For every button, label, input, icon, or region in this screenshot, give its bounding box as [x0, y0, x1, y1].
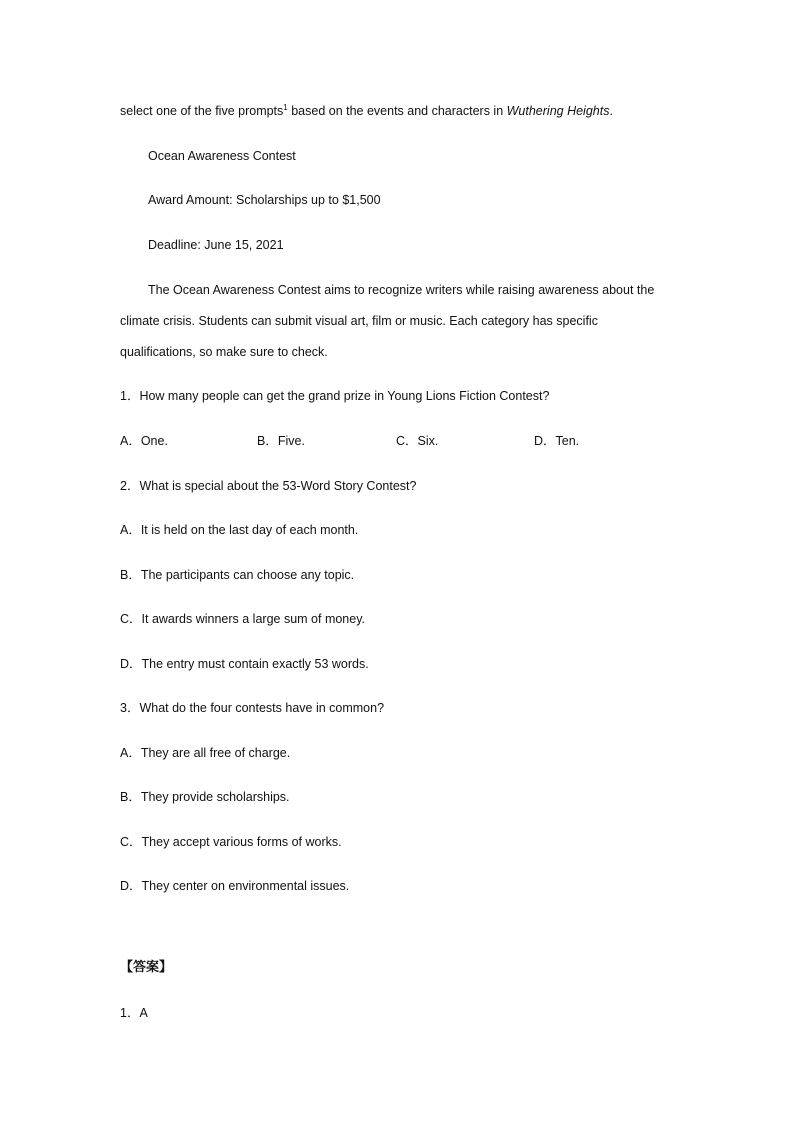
question-1-stem: 1．How many people can get the grand prize in Young Lions Fiction Contest?: [120, 389, 550, 403]
intro-text-end: .: [609, 104, 613, 118]
question-1-option-b: B．Five.: [257, 434, 305, 448]
question-1-option-d: D．Ten.: [534, 434, 580, 448]
question-3-option-c: C．They accept various forms of works.: [120, 835, 342, 849]
book-title: Wuthering Heights: [506, 104, 610, 118]
contest-description-line: The Ocean Awareness Contest aims to recognize writers while raising awareness about the: [148, 283, 655, 297]
question-2-option-c: C．It awards winners a large sum of money.: [120, 612, 366, 626]
question-2-option-d: D．The entry must contain exactly 53 words.: [120, 657, 369, 671]
intro-text-before: select one of the five prompts: [120, 104, 284, 118]
question-3-stem: 3．What do the four contests have in common?: [120, 701, 385, 715]
answer-heading: 【答案】: [120, 959, 173, 974]
contest-name: Ocean Awareness Contest: [148, 149, 296, 163]
question-1-option-a: A．One.: [120, 434, 168, 448]
intro-text-middle: based on the events and characters in: [287, 104, 507, 118]
answer-1: 1．A: [120, 1006, 148, 1020]
intro-line: [120, 103, 613, 119]
contest-description-line: qualifications, so make sure to check.: [120, 345, 328, 359]
contest-deadline: Deadline: June 15, 2021: [148, 238, 284, 252]
question-2-option-b: B．The participants can choose any topic.: [120, 568, 355, 582]
question-3-option-a: A．They are all free of charge.: [120, 746, 291, 760]
question-2-stem: 2．What is special about the 53-Word Story Contest?: [120, 479, 417, 493]
contest-award: Award Amount: Scholarships up to $1,500: [148, 193, 381, 207]
question-3-option-b: B．They provide scholarships.: [120, 790, 290, 804]
footnote-marker: 1: [283, 102, 288, 112]
question-2-option-a: A．It is held on the last day of each month.: [120, 523, 359, 537]
question-1-option-c: C．Six.: [396, 434, 439, 448]
question-3-option-d: D．They center on environmental issues.: [120, 879, 350, 893]
contest-description-line: climate crisis. Students can submit visual art, film or music. Each category has specific: [120, 314, 598, 328]
